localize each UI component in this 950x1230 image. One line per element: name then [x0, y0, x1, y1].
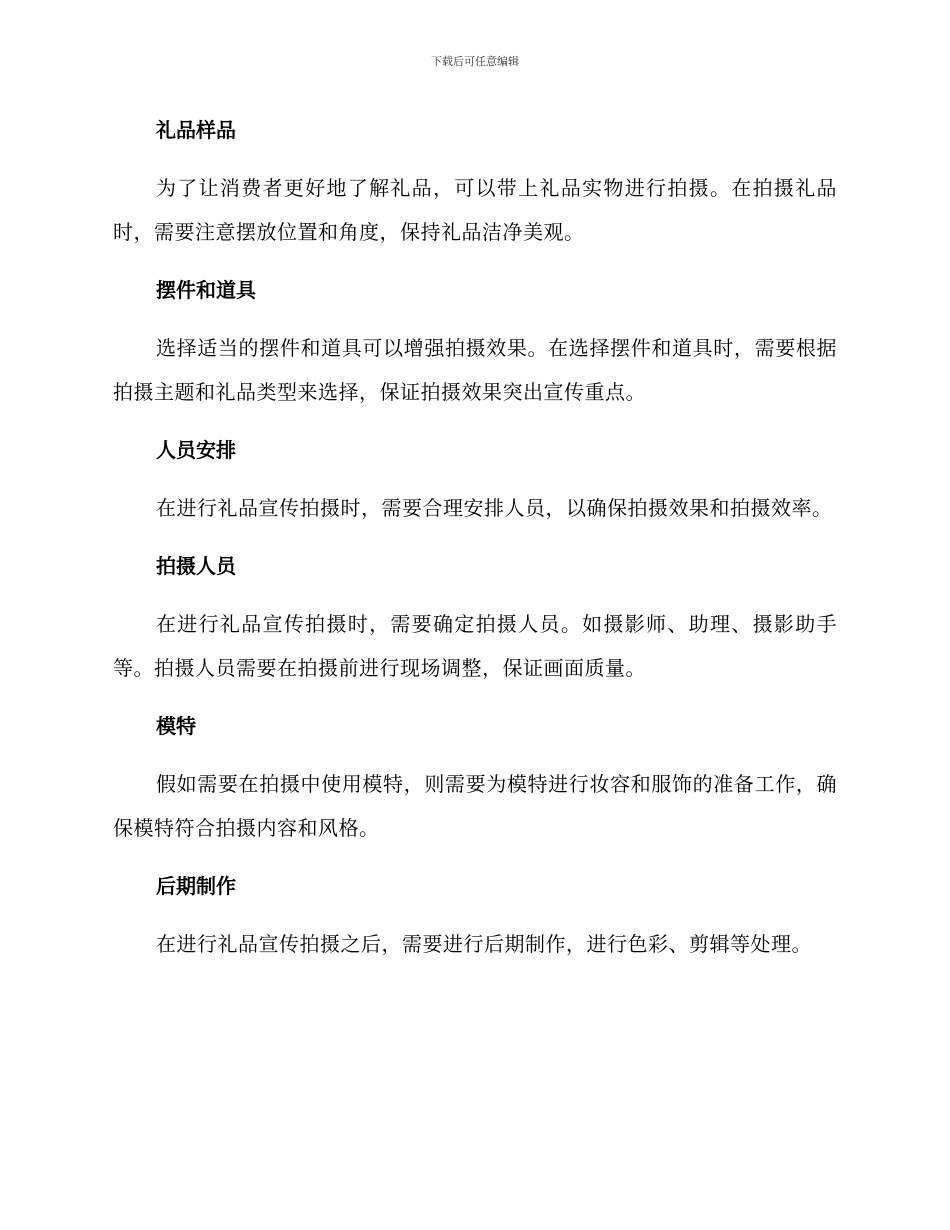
section-paragraph: 为了让消费者更好地了解礼品，可以带上礼品实物进行拍摄。在拍摄礼品时，需要注意摆放位置和角度，保持礼品洁净美观。: [113, 176, 837, 244]
section-staffing: [113, 428, 837, 530]
section-props: [113, 268, 837, 414]
section-heading: 摆件和道具: [156, 278, 256, 302]
section-heading: 后期制作: [156, 874, 236, 898]
section-paragraph: 在进行礼品宣传拍摄时，需要合理安排人员，以确保拍摄效果和拍摄效率。: [156, 496, 833, 520]
section-photographers: [113, 544, 837, 690]
section-paragraph: 在进行礼品宣传拍摄时，需要确定拍摄人员。如摄影师、助理、摄影助手等。拍摄人员需要在拍摄前进行现场调整，保证画面质量。: [113, 612, 837, 680]
section-paragraph: 选择适当的摆件和道具可以增强拍摄效果。在选择摆件和道具时，需要根据拍摄主题和礼品类型来选择，保证拍摄效果突出宣传重点。: [113, 336, 837, 404]
section-heading: 模特: [156, 714, 196, 738]
section-gift-samples: [113, 108, 837, 254]
document-body: [113, 108, 837, 980]
section-post-production: [113, 864, 837, 966]
section-models: [113, 704, 837, 850]
header-note: 下载后可任意编辑: [431, 55, 519, 68]
section-paragraph: 假如需要在拍摄中使用模特，则需要为模特进行妆容和服饰的准备工作，确保模特符合拍摄内容和风格。: [113, 772, 837, 840]
section-heading: 人员安排: [156, 438, 236, 462]
section-heading: 拍摄人员: [156, 554, 236, 578]
section-heading: 礼品样品: [156, 118, 236, 142]
section-paragraph: 在进行礼品宣传拍摄之后，需要进行后期制作，进行色彩、剪辑等处理。: [156, 932, 812, 956]
